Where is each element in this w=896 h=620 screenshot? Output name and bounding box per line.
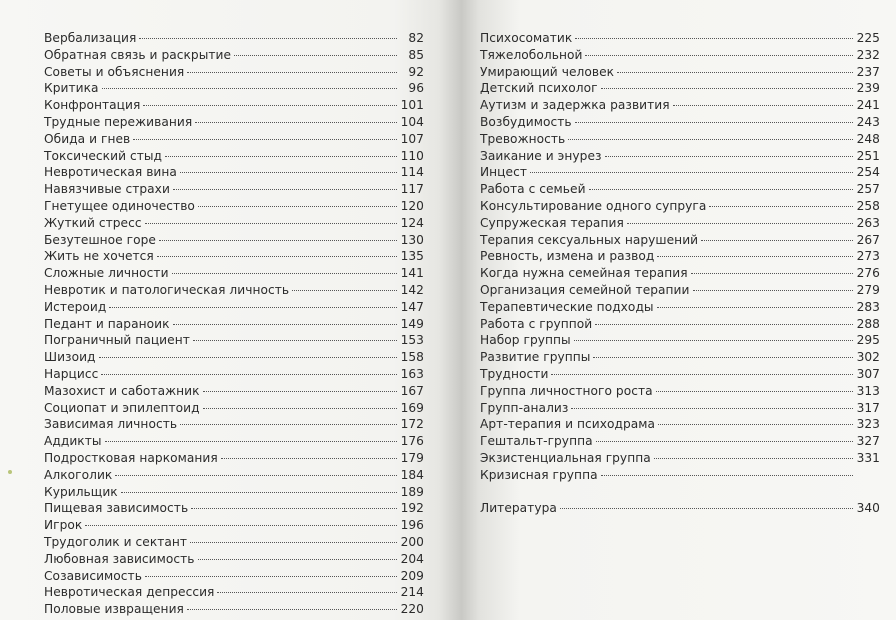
- toc-entry-title: Невротик и патологическая личность: [44, 282, 290, 297]
- toc-entry[interactable]: [480, 332, 880, 349]
- dot-leader: [145, 223, 397, 224]
- toc-entry-page: 85: [408, 47, 424, 62]
- toc-entry-title: Организация семейной терапии: [480, 282, 690, 297]
- dot-leader: [571, 408, 853, 409]
- dot-leader: [115, 475, 397, 476]
- toc-entry[interactable]: [480, 366, 880, 383]
- dot-leader: [530, 172, 853, 173]
- dot-leader: [203, 391, 397, 392]
- toc-entry-title: Невротическая депрессия: [44, 585, 215, 600]
- toc-entry-page: 92: [408, 64, 424, 79]
- toc-entry[interactable]: [480, 265, 880, 282]
- toc-entry-title: Тревожность: [480, 131, 566, 146]
- toc-entry[interactable]: [480, 181, 880, 198]
- margin-mark: [8, 470, 12, 474]
- toc-entry-page: 130: [400, 232, 424, 247]
- dot-leader: [627, 223, 853, 224]
- toc-entry-title: Психосоматик: [480, 31, 573, 45]
- toc-entry[interactable]: [44, 551, 424, 568]
- dot-leader: [605, 156, 853, 157]
- dot-leader: [102, 88, 397, 89]
- toc-entry-page: 340: [856, 500, 880, 515]
- dot-leader: [551, 374, 853, 375]
- toc-entry-title: Развитие группы: [480, 350, 591, 365]
- toc-entry-page: 107: [400, 131, 424, 146]
- toc-entry-title: Критика: [44, 81, 99, 96]
- toc-entry[interactable]: [480, 467, 880, 484]
- toc-entry-page: 169: [400, 400, 424, 415]
- toc-entry-title: Тяжелобольной: [480, 47, 583, 62]
- dot-leader: [575, 122, 853, 123]
- toc-entry-title: Педант и параноик: [44, 316, 170, 331]
- toc-entry[interactable]: [480, 97, 880, 114]
- toc-entry[interactable]: [480, 164, 880, 181]
- toc-entry-title: Аутизм и задержка развития: [480, 98, 670, 113]
- toc-entry-title: Навязчивые страхи: [44, 182, 170, 197]
- toc-entry[interactable]: [44, 215, 424, 232]
- toc-entry-title: Советы и объяснения: [44, 64, 185, 79]
- toc-entry[interactable]: [44, 282, 424, 299]
- toc-entry-title: Обратная связь и раскрытие: [44, 47, 232, 62]
- toc-entry[interactable]: [44, 299, 424, 316]
- toc-entry-page: 192: [400, 501, 424, 516]
- toc-entry[interactable]: [480, 248, 880, 265]
- dot-leader: [195, 122, 397, 123]
- toc-entry-title: Пищевая зависимость: [44, 501, 189, 516]
- dot-leader: [654, 458, 853, 459]
- dot-leader: [157, 256, 397, 257]
- toc-entry[interactable]: [44, 114, 424, 131]
- toc-entry-page: 288: [856, 316, 880, 331]
- toc-entry[interactable]: [44, 332, 424, 349]
- toc-entry-title: Гештальт-группа: [480, 434, 593, 449]
- toc-entry-title: Кризисная группа: [480, 467, 598, 482]
- dot-leader: [575, 38, 853, 39]
- dot-leader: [221, 458, 397, 459]
- toc-entry-page: 237: [856, 64, 880, 79]
- toc-entry-page: 196: [400, 518, 424, 533]
- toc-entry-title: Ревность, измена и развод: [480, 249, 655, 264]
- toc-entry[interactable]: [44, 232, 424, 249]
- toc-entry-page: 82: [408, 31, 424, 45]
- toc-entry[interactable]: [480, 30, 880, 47]
- dot-leader: [145, 576, 397, 577]
- dot-leader: [658, 424, 853, 425]
- dot-leader: [693, 290, 853, 291]
- dot-leader: [105, 441, 397, 442]
- toc-entry[interactable]: [44, 131, 424, 148]
- toc-entry[interactable]: [44, 164, 424, 181]
- toc-entry-title: Заикание и энурез: [480, 148, 602, 163]
- dot-leader: [595, 324, 853, 325]
- dot-leader: [709, 206, 853, 207]
- toc-entry-title: Любовная зависимость: [44, 551, 195, 566]
- toc-entry-page: 267: [856, 232, 880, 247]
- dot-leader: [193, 340, 397, 341]
- dot-leader: [585, 55, 853, 56]
- toc-entry-title: Пограничный пациент: [44, 333, 190, 348]
- dot-leader: [198, 559, 397, 560]
- toc-entry[interactable]: [44, 80, 424, 97]
- toc-entry-page: 189: [400, 484, 424, 499]
- toc-entry-page: 120: [400, 198, 424, 213]
- toc-entry[interactable]: [44, 47, 424, 64]
- toc-entry-title: Половые извращения: [44, 602, 184, 617]
- toc-entry[interactable]: [480, 433, 880, 450]
- toc-entry[interactable]: [480, 198, 880, 215]
- toc-entry-title: Алкоголик: [44, 467, 113, 482]
- dot-leader: [191, 508, 397, 509]
- dot-leader: [589, 189, 853, 190]
- toc-entry-page: 96: [408, 81, 424, 96]
- toc-entry-title: Трудности: [480, 366, 549, 381]
- toc-entry-page: 153: [400, 333, 424, 348]
- toc-entry-page: 239: [856, 81, 880, 96]
- toc-entry-page: 142: [400, 282, 424, 297]
- toc-entry[interactable]: [480, 114, 880, 131]
- toc-entry-page: 307: [856, 366, 880, 381]
- toc-entry[interactable]: [44, 517, 424, 534]
- toc-entry-title: Работа с семьей: [480, 182, 586, 197]
- dot-leader: [217, 592, 397, 593]
- toc-entry-title: Возбудимость: [480, 114, 572, 129]
- toc-entry[interactable]: [44, 416, 424, 433]
- dot-leader: [99, 357, 397, 358]
- toc-entry[interactable]: [480, 282, 880, 299]
- toc-entry-title: Игрок: [44, 518, 83, 533]
- toc-entry[interactable]: [44, 450, 424, 467]
- dot-leader: [593, 357, 853, 358]
- dot-leader: [173, 324, 398, 325]
- toc-entry-title: Жуткий стресс: [44, 215, 142, 230]
- dot-leader: [601, 475, 853, 476]
- toc-entry[interactable]: [480, 215, 880, 232]
- toc-entry[interactable]: [44, 383, 424, 400]
- dot-leader: [574, 340, 853, 341]
- dot-leader: [656, 391, 853, 392]
- toc-entry-title: Созависимость: [44, 568, 142, 583]
- dot-leader: [180, 172, 397, 173]
- toc-entry-title: Умирающий человек: [480, 64, 615, 79]
- toc-entry-page: 241: [856, 98, 880, 113]
- toc-entry-page: 295: [856, 333, 880, 348]
- dot-leader: [292, 290, 397, 291]
- toc-entry-title: Инцест: [480, 165, 527, 180]
- toc-entry-page: 276: [856, 266, 880, 281]
- toc-entry-title: Безутешное горе: [44, 232, 156, 247]
- dot-leader: [143, 105, 397, 106]
- toc-entry-page: 124: [400, 215, 424, 230]
- dot-leader: [198, 206, 397, 207]
- toc-entry-title: Мазохист и саботажник: [44, 383, 200, 398]
- toc-entry-title: Экзистенциальная группа: [480, 450, 651, 465]
- toc-entry-title: Невротическая вина: [44, 165, 177, 180]
- toc-entry[interactable]: [44, 601, 424, 618]
- dot-leader: [109, 307, 397, 308]
- dot-leader: [101, 374, 397, 375]
- dot-leader: [673, 105, 853, 106]
- toc-entry-page: 141: [400, 266, 424, 281]
- dot-leader: [180, 424, 397, 425]
- toc-entry[interactable]: [44, 248, 424, 265]
- dot-leader: [159, 240, 397, 241]
- toc-entry-title: Подростковая наркомания: [44, 450, 218, 465]
- toc-entry[interactable]: [480, 416, 880, 433]
- toc-entry[interactable]: [480, 383, 880, 400]
- toc-entry-title: Истероид: [44, 299, 107, 314]
- toc-entry[interactable]: [480, 349, 880, 366]
- toc-entry-page: 209: [400, 568, 424, 583]
- toc-entry-page: 331: [856, 450, 880, 465]
- toc-entry-page: 204: [400, 551, 424, 566]
- toc-entry[interactable]: [44, 265, 424, 282]
- toc-entry[interactable]: [44, 467, 424, 484]
- toc-entry-title: Набор группы: [480, 333, 571, 348]
- toc-entry[interactable]: [480, 80, 880, 97]
- toc-entry-page: 279: [856, 282, 880, 297]
- toc-entry-page: 179: [400, 450, 424, 465]
- toc-entry-page: 220: [400, 602, 424, 617]
- dot-leader: [691, 273, 853, 274]
- right-toc-list: [480, 30, 880, 516]
- toc-entry-page: 263: [856, 215, 880, 230]
- toc-entry-page: 117: [400, 182, 424, 197]
- toc-entry[interactable]: [44, 64, 424, 81]
- dot-leader: [165, 156, 397, 157]
- dot-leader: [657, 256, 853, 257]
- toc-entry-page: 283: [856, 299, 880, 314]
- toc-entry[interactable]: [480, 148, 880, 165]
- toc-entry-literature[interactable]: [480, 500, 880, 517]
- dot-leader: [560, 508, 853, 509]
- toc-entry-page: 110: [400, 148, 424, 163]
- toc-entry[interactable]: [480, 450, 880, 467]
- toc-entry[interactable]: [44, 433, 424, 450]
- toc-entry-title: Литература: [480, 500, 557, 515]
- toc-entry-page: 258: [856, 198, 880, 213]
- dot-leader: [568, 139, 853, 140]
- toc-entry-page: 243: [856, 114, 880, 129]
- dot-leader: [187, 609, 397, 610]
- toc-entry-page: 327: [856, 434, 880, 449]
- left-toc-list: [44, 30, 424, 618]
- toc-entry-title: Вербализация: [44, 31, 137, 45]
- toc-entry-title: Зависимая личность: [44, 417, 178, 432]
- toc-entry-title: Нарцисс: [44, 366, 99, 381]
- toc-entry-title: Детский психолог: [480, 81, 598, 96]
- dot-leader: [617, 72, 853, 73]
- toc-entry-title: Социопат и эпилептоид: [44, 400, 200, 415]
- toc-entry-title: Когда нужна семейная терапия: [480, 266, 688, 281]
- toc-entry-title: Курильщик: [44, 484, 118, 499]
- toc-entry-page: 135: [400, 249, 424, 264]
- toc-entry-title: Конфронтация: [44, 98, 141, 113]
- toc-entry-title: Шизоид: [44, 350, 96, 365]
- toc-entry-page: 184: [400, 467, 424, 482]
- toc-entry-page: 101: [400, 98, 424, 113]
- toc-entry[interactable]: [480, 47, 880, 64]
- toc-entry-title: Обида и гнев: [44, 131, 131, 146]
- toc-entry[interactable]: [44, 97, 424, 114]
- toc-entry[interactable]: [44, 349, 424, 366]
- toc-entry-title: Арт-терапия и психодрама: [480, 417, 656, 432]
- toc-entry[interactable]: [44, 400, 424, 417]
- toc-entry-page: 313: [856, 383, 880, 398]
- toc-entry[interactable]: [44, 316, 424, 333]
- toc-entry[interactable]: [44, 198, 424, 215]
- toc-entry-title: Работа с группой: [480, 316, 593, 331]
- toc-entry[interactable]: [44, 30, 424, 47]
- dot-leader: [601, 88, 853, 89]
- toc-entry-page: 317: [856, 400, 880, 415]
- toc-entry-page: 273: [856, 249, 880, 264]
- toc-entry-page: 176: [400, 434, 424, 449]
- toc-entry-page: 114: [400, 165, 424, 180]
- toc-entry[interactable]: [44, 181, 424, 198]
- toc-entry-page: 149: [400, 316, 424, 331]
- toc-entry-page: 172: [400, 417, 424, 432]
- dot-leader: [173, 189, 397, 190]
- toc-entry-title: Сложные личности: [44, 266, 169, 281]
- toc-entry[interactable]: [44, 484, 424, 501]
- toc-entry-page: 251: [856, 148, 880, 163]
- toc-entry[interactable]: [44, 148, 424, 165]
- toc-entry-page: 302: [856, 350, 880, 365]
- toc-entry-title: Гнетущее одиночество: [44, 198, 195, 213]
- toc-entry-page: 254: [856, 165, 880, 180]
- toc-entry[interactable]: [480, 64, 880, 81]
- toc-entry-title: Консультирование одного супруга: [480, 198, 707, 213]
- toc-entry-title: Аддикты: [44, 434, 102, 449]
- right-page: [460, 0, 896, 620]
- toc-entry-page: 163: [400, 366, 424, 381]
- toc-entry-page: 214: [400, 585, 424, 600]
- toc-entry[interactable]: [44, 568, 424, 585]
- toc-entry-page: 225: [856, 31, 880, 45]
- toc-entry-page: 167: [400, 383, 424, 398]
- toc-entry[interactable]: [480, 131, 880, 148]
- toc-entry-page: 200: [400, 534, 424, 549]
- toc-entry-title: Трудные переживания: [44, 114, 193, 129]
- right-toc-entries: [480, 30, 880, 484]
- toc-entry[interactable]: [480, 299, 880, 316]
- toc-entry[interactable]: [44, 500, 424, 517]
- dot-leader: [234, 55, 397, 56]
- toc-entry-page: 232: [856, 47, 880, 62]
- toc-entry-page: 323: [856, 417, 880, 432]
- toc-entry-title: Терапия сексуальных нарушений: [480, 232, 699, 247]
- dot-leader: [596, 441, 853, 442]
- toc-entry[interactable]: [44, 584, 424, 601]
- dot-leader: [657, 307, 853, 308]
- dot-leader: [139, 38, 397, 39]
- toc-entry-page: 147: [400, 299, 424, 314]
- dot-leader: [121, 492, 397, 493]
- dot-leader: [187, 72, 397, 73]
- toc-entry-title: Трудоголик и сектант: [44, 534, 188, 549]
- dot-leader: [190, 542, 397, 543]
- toc-entry-page: 248: [856, 131, 880, 146]
- toc-entry-title: Токсический стыд: [44, 148, 163, 163]
- toc-entry-title: Групп-анализ: [480, 400, 569, 415]
- dot-leader: [701, 240, 853, 241]
- toc-entry-title: Супружеская терапия: [480, 215, 624, 230]
- dot-leader: [172, 273, 397, 274]
- toc-entry[interactable]: [480, 232, 880, 249]
- toc-entry-page: 257: [856, 182, 880, 197]
- toc-entry-page: 158: [400, 350, 424, 365]
- dot-leader: [133, 139, 397, 140]
- toc-entry[interactable]: [44, 366, 424, 383]
- toc-entry[interactable]: [480, 400, 880, 417]
- toc-entry-page: 104: [400, 114, 424, 129]
- toc-entry[interactable]: [44, 534, 424, 551]
- dot-leader: [203, 408, 397, 409]
- toc-entry[interactable]: [480, 316, 880, 333]
- toc-entry-title: Группа личностного роста: [480, 383, 653, 398]
- toc-entry-title: Терапевтические подходы: [480, 299, 654, 314]
- dot-leader: [85, 525, 397, 526]
- toc-entry-title: Жить не хочется: [44, 249, 154, 264]
